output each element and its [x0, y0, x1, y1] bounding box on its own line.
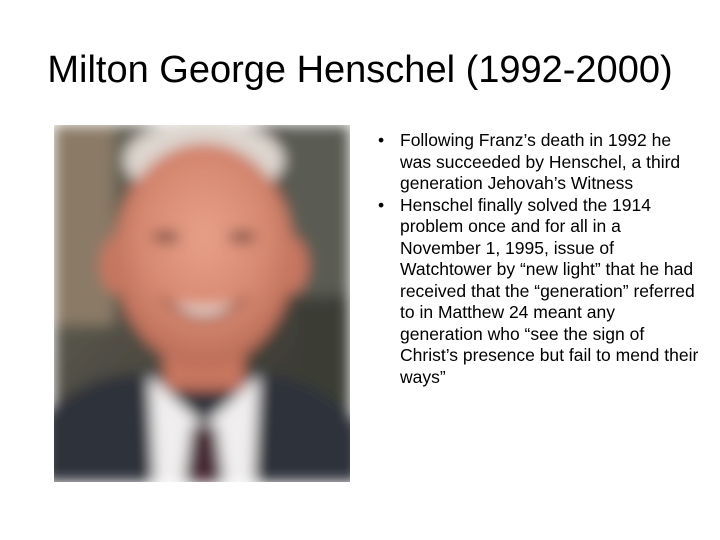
bullet-item: [372, 195, 702, 389]
bullet-text: Following Franz’s death in 1992 he was succeeded by Henschel, a third generation Jehovah’s Witness: [400, 130, 681, 193]
bullet-dot: •: [378, 194, 385, 215]
bullet-list: [372, 130, 702, 388]
portrait-photo: [54, 125, 350, 482]
slide-title: Milton George Henschel (1992-2000): [47, 49, 673, 91]
bullet-item: [372, 130, 702, 195]
bullet-dot: •: [378, 130, 385, 150]
bullet-text: Henschel finally solved the 1914 problem once and for all in a November 1, 1995, issue of Watchtower by “new light” that he had received that the “generation” referred to in Matthew 24 meant any generation who “see the sign of Christ’s presence but fail to mend their ways”: [400, 194, 699, 387]
